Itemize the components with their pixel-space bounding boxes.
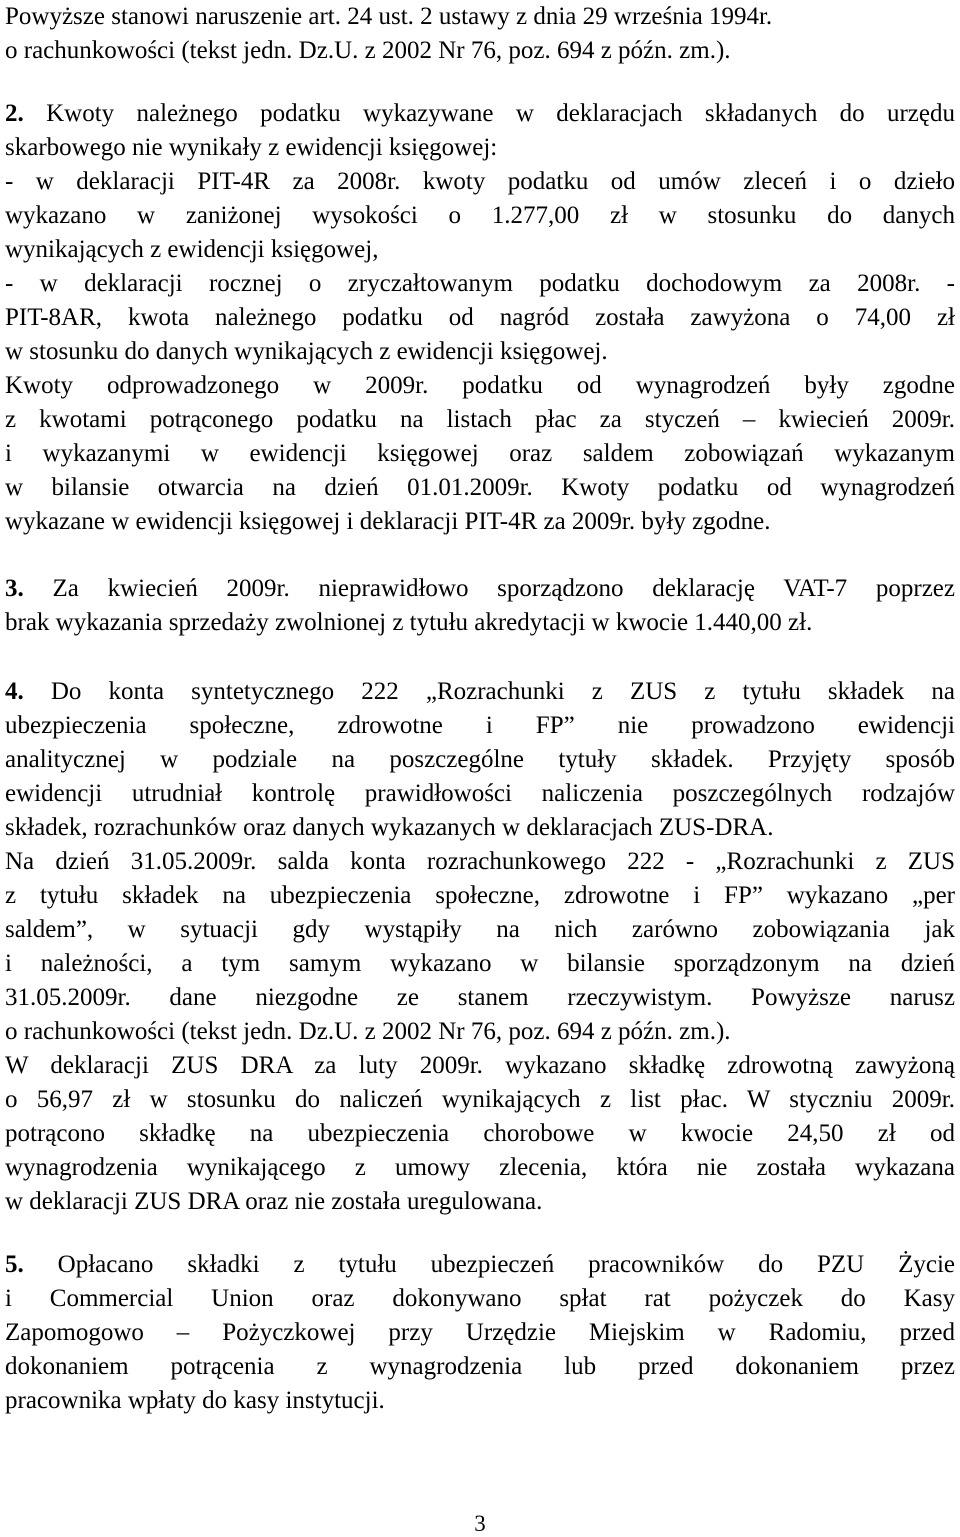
text-line: Powyższe stanowi naruszenie art. 24 ust. 2 ustawy z dnia 29 września 1994r. [5,3,773,30]
page-number: 3 [474,1511,486,1536]
section-2-heading [5,97,955,131]
text-line: brak wykazania sprzedaży zwolnionej z tytułu akredytacji w kwocie 1.440,00 zł. [5,609,813,636]
text-line: o rachunkowości (tekst jedn. Dz.U. z 2002 Nr 76, poz. 694 z późn. zm.). [5,37,731,64]
text-fragment: Opłacano składki z tytułu ubezpieczeń pracowników do PZU Życie [23,1251,955,1278]
section-number: 4. [5,678,24,705]
text-line: ubezpieczenia społeczne, zdrowotne i FP” nie prowadzono ewidencji [5,712,955,739]
text-line: z kwotami potrąconego podatku na listach płac za styczeń – kwiecień 2009r. [5,406,955,433]
text-line: o 56,97 zł w stosunku do naliczeń wynikających z list płac. W styczniu 2009r. [5,1086,955,1113]
text-line: PIT-8AR, kwota należnego podatku od nagród została zawyżona o 74,00 zł [5,304,955,331]
text-line: wykazane w ewidencji księgowej i deklaracji PIT-4R za 2009r. były zgodne. [5,508,771,535]
text-line: i należności, a tym samym wykazano w bilansie sporządzonym na dzień [5,950,955,977]
text-line: ewidencji utrudniał kontrolę prawidłowości naliczenia poszczególnych rodzajów [5,780,955,807]
text-line: analitycznej w podziale na poszczególne tytuły składek. Przyjęty sposób [5,746,955,773]
text-line: potrącono składkę na ubezpieczenia chorobowe w kwocie 24,50 zł od [5,1120,955,1147]
text-line: - w deklaracji rocznej o zryczałtowanym podatku dochodowym za 2008r. - [5,270,955,297]
section-3-heading [5,572,955,606]
text-line: Na dzień 31.05.2009r. salda konta rozrachunkowego 222 - „Rozrachunki z ZUS [5,848,955,875]
text-line: W deklaracji ZUS DRA za luty 2009r. wykazano składkę zdrowotną zawyżoną [5,1052,955,1079]
text-line: pracownika wpłaty do kasy instytucji. [5,1387,385,1414]
text-line: składek, rozrachunków oraz danych wykazanych w deklaracjach ZUS-DRA. [5,814,774,841]
text-line: wykazano w zaniżonej wysokości o 1.277,00 zł w stosunku do danych [5,202,955,229]
text-line: o rachunkowości (tekst jedn. Dz.U. z 2002 Nr 76, poz. 694 z późn. zm.). [5,1018,731,1045]
text-line: i wykazanymi w ewidencji księgowej oraz saldem zobowiązań wykazanym [5,440,955,467]
section-5-heading [5,1248,955,1282]
text-line: w bilansie otwarcia na dzień 01.01.2009r. Kwoty podatku od wynagrodzeń [5,474,955,501]
text-fragment: Kwoty należnego podatku wykazywane w deklaracjach składanych do urzędu [23,100,955,127]
text-line: Kwoty odprowadzonego w 2009r. podatku od wynagrodzeń były zgodne [5,372,955,399]
section-number: 5. [5,1251,24,1278]
text-line: - w deklaracji PIT-4R za 2008r. kwoty podatku od umów zleceń i o dzieło [5,168,955,195]
text-line: w stosunku do danych wynikających z ewidencji księgowej. [5,338,608,365]
text-fragment: Za kwiecień 2009r. nieprawidłowo sporządzono deklarację VAT-7 poprzez [23,575,955,602]
text-line: wynagrodzenia wynikającego z umowy zlecenia, która nie została wykazana [5,1154,955,1181]
section-number: 3. [5,575,24,602]
text-line: Zapomogowo – Pożyczkowej przy Urzędzie Miejskim w Radomiu, przed [5,1319,955,1346]
text-line: skarbowego nie wynikały z ewidencji księgowej: [5,134,498,161]
text-line: i Commercial Union oraz dokonywano spłat rat pożyczek do Kasy [5,1285,955,1312]
text-line: saldem”, w sytuacji gdy wystąpiły na nich zarówno zobowiązania jak [5,916,955,943]
text-line: 31.05.2009r. dane niezgodne ze stanem rzeczywistym. Powyższe narusz [5,984,955,1011]
text-line: wynikających z ewidencji księgowej, [5,236,379,263]
section-number: 2. [5,100,24,127]
text-line: w deklaracji ZUS DRA oraz nie została uregulowana. [5,1188,543,1215]
section-4-heading [5,675,955,709]
text-line: dokonaniem potrącenia z wynagrodzenia lub przed dokonaniem przez [5,1353,955,1380]
text-fragment: Do konta syntetycznego 222 „Rozrachunki z ZUS z tytułu składek na [23,678,955,705]
text-line: z tytułu składek na ubezpieczenia społeczne, zdrowotne i FP” wykazano „per [5,882,955,909]
